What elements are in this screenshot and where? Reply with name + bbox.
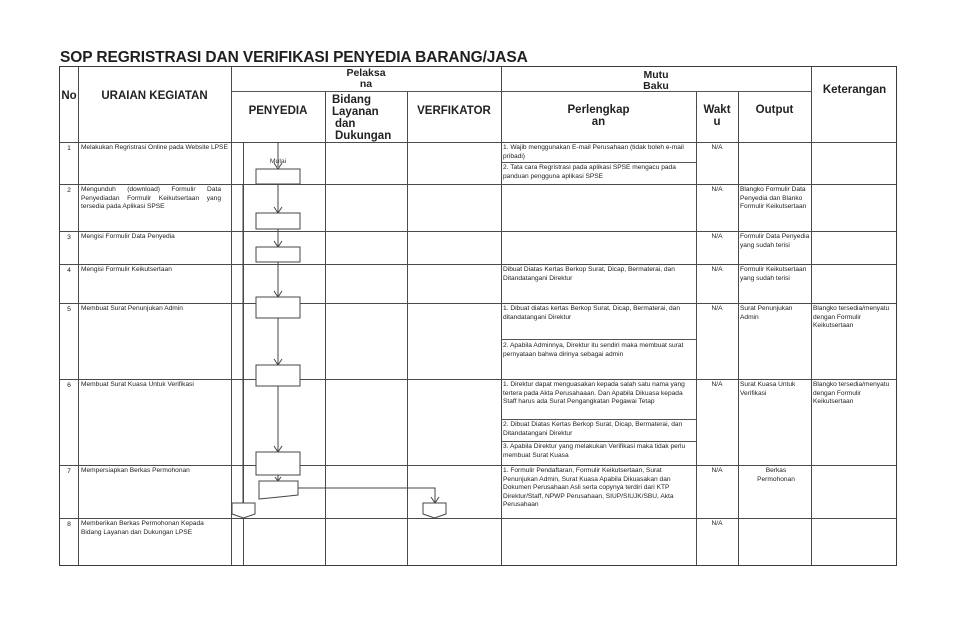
document-shape bbox=[259, 481, 298, 499]
header-bidang: Bidang Layanan dan Dukungan bbox=[332, 94, 392, 142]
row-1-no: 1 bbox=[67, 145, 71, 152]
row-4-output: Formulir Keikutsertaan yang sudah terisi bbox=[740, 266, 807, 282]
header-waktu-1: Wakt bbox=[703, 104, 731, 116]
row-5-perlengkapan-1: 1. Dibuat diatas kertas Berkop Surat, Dicap, Bermaterai, dan ditandatangani Direktur bbox=[503, 305, 681, 321]
row-1-uraian: Melakukan Regristrasi Online pada Website LPSE bbox=[81, 144, 228, 151]
process-box bbox=[256, 452, 300, 475]
page-title: SOP REGRISTRASI DAN VERIFIKASI PENYEDIA BARANG/JASA bbox=[60, 49, 528, 66]
row-7-perlengkapan-1: 1. Formulir Pendaftaran, Formulir Keikutsertaan, Surat Penunjukan Admin, Surat Kuasa Apabila Dikuasakan dan Dokumen Perusahaan Asli serta copynya terdiri dari KTP Direktur/Staff, NPWP Perusahaan, SIUP/SIUJK/SBU, Akta Perusahaan bbox=[503, 467, 674, 509]
process-box bbox=[256, 213, 300, 229]
row-2-output: Blangko Formulir Data Penyedia dan Blanko Formulir Keikutsertaan bbox=[740, 186, 807, 211]
row-8-waktu: N/A bbox=[711, 520, 723, 527]
row-4-uraian: Mengisi Formulir Keikutsertaan bbox=[81, 266, 172, 273]
process-box bbox=[256, 365, 300, 386]
row-5-perlengkapan-2: 2. Apabila Adminnya, Direktur itu sendiri maka membuat surat pernyataan bahwa dirinya sebagai admin bbox=[503, 342, 684, 358]
row-5-output: Surat Penunjukan Admin bbox=[740, 305, 793, 321]
row-6-waktu: N/A bbox=[711, 381, 723, 388]
row-6-output: Surat Kuasa Untuk Verifikasi bbox=[740, 381, 796, 397]
row-5-waktu: N/A bbox=[711, 305, 723, 312]
header-pelaksana-2: na bbox=[359, 78, 373, 90]
row-6-no: 6 bbox=[67, 382, 71, 389]
start-label: Mulai bbox=[269, 158, 287, 165]
process-box bbox=[256, 247, 300, 262]
row-1-perlengkapan-2: 2. Tata cara Regristrasi pada aplikasi SPSE mengacu pada panduan pengguna aplikasi SPSE bbox=[503, 164, 676, 180]
header-uraian: URAIAN KEGIATAN bbox=[101, 90, 208, 102]
header-pelaksana-1: Pelaksa bbox=[346, 67, 386, 79]
row-7-no: 7 bbox=[67, 468, 71, 475]
header-no: No bbox=[61, 90, 77, 102]
row-4-no: 4 bbox=[67, 267, 71, 274]
row-2-no: 2 bbox=[67, 187, 71, 194]
header-output: Output bbox=[755, 104, 794, 116]
row-3-no: 3 bbox=[67, 234, 71, 241]
row-6-keterangan: Blangko tersedia/menyatu dengan Formulir Keikutsertaan bbox=[813, 381, 890, 406]
row-4-perlengkapan-1: Dibuat Diatas Kertas Berkop Surat, Dicap, Bermaterai, dan Ditandatangani Direktur bbox=[503, 266, 675, 282]
row-3-waktu: N/A bbox=[711, 233, 723, 240]
header-verifikator: VERFIKATOR bbox=[417, 105, 491, 117]
header-waktu-2: u bbox=[713, 116, 721, 128]
row-6-perlengkapan-3: 3. Apabila Direktur yang melakukan Verifikasi maka tidak perlu membuat Surat Kuasa bbox=[503, 443, 686, 459]
sop-table bbox=[59, 66, 897, 566]
row-6-uraian: Membuat Surat Kuasa Untuk Verifikasi bbox=[81, 381, 194, 388]
row-5-uraian: Membuat Surat Penunjukan Admin bbox=[81, 305, 183, 312]
row-1-waktu: N/A bbox=[711, 144, 723, 151]
header-keterangan: Keterangan bbox=[822, 84, 887, 96]
row-7-output: Berkas Permohonan bbox=[757, 467, 795, 483]
row-8-uraian: Memberikan Berkas Permohonan Kepada Bidang Layanan dan Dukungan LPSE bbox=[81, 520, 204, 536]
row-8-no: 8 bbox=[67, 521, 71, 528]
process-box bbox=[256, 297, 300, 318]
row-3-uraian: Mengisi Formulir Data Penyedia bbox=[81, 233, 175, 240]
process-box bbox=[256, 169, 300, 184]
row-2-uraian: Mengunduh (download) Formulir Data Penyediadan Formulir Keikutsertaan yang tersedia pada Aplikasi SPSE bbox=[81, 186, 221, 211]
row-6-perlengkapan-1: 1. Direktur dapat menguasakan kepada salah satu nama yang tertera pada Akta Perusahaaan. Dan Apabila Dikuasa kepada Staff harus ada Surat Pengangkatan Pegawai Tetap bbox=[503, 381, 685, 406]
offpage-connector bbox=[232, 503, 255, 518]
row-5-keterangan: Blangko tersedia/menyatu dengan Formulir Keikutsertaan bbox=[813, 305, 890, 330]
row-5-no: 5 bbox=[67, 306, 71, 313]
row-1-perlengkapan-1: 1. Wajib menggunakan E-mail Perusahaan (tidak boleh e-mail pribadi) bbox=[503, 144, 684, 160]
header-mutu-2: Baku bbox=[643, 80, 669, 92]
header-penyedia: PENYEDIA bbox=[248, 105, 308, 117]
row-2-waktu: N/A bbox=[711, 186, 723, 193]
offpage-connector bbox=[423, 503, 446, 518]
row-7-uraian: Mempersiapkan Berkas Permohonan bbox=[81, 467, 190, 474]
row-4-waktu: N/A bbox=[711, 266, 723, 273]
row-3-output: Formulir Data Penyedia yang sudah terisi bbox=[740, 233, 810, 249]
row-7-waktu: N/A bbox=[711, 467, 723, 474]
row-6-perlengkapan-2: 2. Dibuat Diatas Kertas Berkop Surat, Dicap, Bermaterai, dan Ditandatangani Direktur bbox=[503, 421, 683, 437]
header-perlengkapan-2: an bbox=[591, 116, 606, 128]
header-perlengkapan-1: Perlengkap bbox=[567, 104, 630, 116]
flowchart bbox=[60, 67, 898, 567]
header-mutu-1: Mutu bbox=[643, 69, 669, 81]
